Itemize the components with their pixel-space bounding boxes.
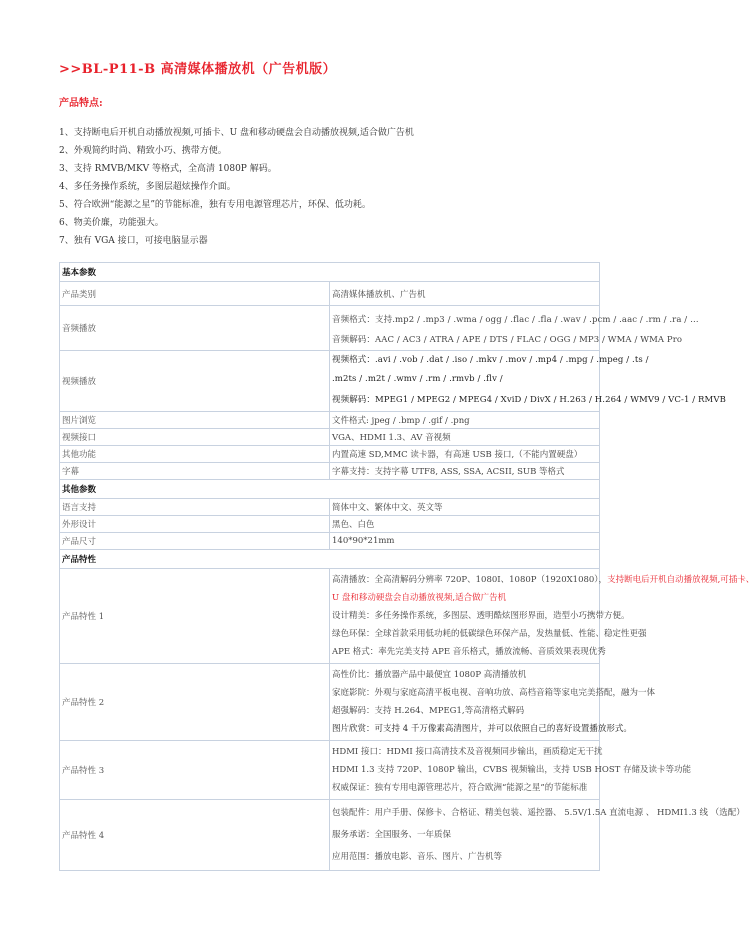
table-row bbox=[60, 463, 600, 480]
row-label: 其他功能 bbox=[60, 446, 330, 463]
feature4-line: 服务承诺：全国服务、一年质保 bbox=[332, 830, 452, 840]
feature1-line2-highlight: U 盘和移动硬盘会自动播放视频,适合做广告机 bbox=[332, 593, 507, 603]
feature1-line3: 设计精美：多任务操作系统，多图层、透明酷炫图形界面，造型小巧携带方便。 bbox=[332, 611, 630, 621]
table-row bbox=[60, 446, 600, 463]
table-row bbox=[60, 550, 600, 569]
features-heading: 产品特点: bbox=[59, 98, 103, 109]
row-value: 140*90*21mm bbox=[330, 533, 600, 550]
feature-item: 3、支持 RMVB/MKV 等格式，全高清 1080P 解码。 bbox=[59, 164, 277, 174]
row-value bbox=[330, 800, 745, 871]
table-row bbox=[60, 429, 600, 446]
row-label: 产品特性 3 bbox=[60, 741, 330, 800]
feature4-line: 应用范围：播放电影、音乐、图片、广告机等 bbox=[332, 852, 503, 862]
section-header-other: 其他参数 bbox=[60, 480, 600, 499]
audio-format-line: 音频格式：支持.mp2 / .mp3 / .wma / ogg / .flac / .fla / .wav / .pcm / .aac / .rm / .ra / … bbox=[332, 315, 699, 325]
video-codec-line: 视频解码：MPEG1 / MPEG2 / MPEG4 / XviD / DivX / H.263 / H.264 / WMV9 / VC-1 / RMVB bbox=[332, 395, 726, 405]
row-label: 外形设计 bbox=[60, 516, 330, 533]
table-row bbox=[60, 263, 600, 282]
row-label: 音频播放 bbox=[60, 306, 330, 351]
section-header-basic: 基本参数 bbox=[60, 263, 600, 282]
row-value: 内置高速 SD,MMC 读卡器，有高速 USB 接口,（不能内置硬盘） bbox=[330, 446, 600, 463]
feature-item: 4、多任务操作系统，多图层超炫操作介面。 bbox=[59, 182, 236, 192]
feature1-line4: 绿色环保：全球首款采用低功耗的低碳绿色环保产品，发热量低、性能、稳定性更强 bbox=[332, 629, 647, 639]
feature1-line1-highlight: 支持断电后开机自动播放视频,可插卡、 bbox=[607, 575, 754, 585]
feature-item: 1、支持断电后开机自动播放视频,可插卡、U 盘和移动硬盘会自动播放视频,适合做广告机 bbox=[59, 128, 414, 138]
row-label: 产品特性 4 bbox=[60, 800, 330, 871]
row-label: 产品尺寸 bbox=[60, 533, 330, 550]
section-header-features: 产品特性 bbox=[60, 550, 600, 569]
spec-table bbox=[59, 262, 754, 871]
row-value: 简体中文、繁体中文、英文等 bbox=[330, 499, 600, 516]
audio-codec-line: 音频解码：AAC / AC3 / ATRA / APE / DTS / FLAC / OGG / MP3 / WMA / WMA Pro bbox=[332, 335, 683, 345]
table-row bbox=[60, 480, 600, 499]
row-label: 视频接口 bbox=[60, 429, 330, 446]
feature2-line: 家庭影院：外观与家庭高清平板电视、音响功放、高档音箱等家电完美搭配，融为一体 bbox=[332, 688, 656, 698]
table-row bbox=[60, 282, 600, 306]
feature-list bbox=[59, 124, 414, 250]
row-value bbox=[330, 741, 692, 800]
feature4-line: 包装配件：用户手册、保修卡、合格证、精美包装、遥控器、 5.5V/1.5A 直流电源 、 HDMI1.3 线 （选配） bbox=[332, 808, 745, 818]
row-value: 黑色、白色 bbox=[330, 516, 600, 533]
row-value bbox=[330, 664, 656, 741]
row-value: 高清媒体播放机、广告机 bbox=[330, 282, 600, 306]
feature2-line: 高性价比：播放器产品中最便宜 1080P 高清播放机 bbox=[332, 670, 527, 680]
table-row bbox=[60, 569, 600, 664]
feature3-line: 权威保证：独有专用电源管理芯片，符合欧洲“能源之星”的节能标准 bbox=[332, 783, 588, 793]
feature3-line: HDMI 接口：HDMI 接口高清技术及音视频同步输出，画质稳定无干扰 bbox=[332, 747, 603, 757]
table-row bbox=[60, 516, 600, 533]
row-label: 产品特性 1 bbox=[60, 569, 330, 664]
row-value: VGA、HDMI 1.3、AV 音视频 bbox=[330, 429, 600, 446]
table-row bbox=[60, 499, 600, 516]
feature-item: 2、外观简约时尚、精致小巧、携带方便。 bbox=[59, 146, 227, 156]
table-row bbox=[60, 412, 600, 429]
feature2-line: 图片欣赏：可支持 4 千万像素高清图片，并可以依照自己的喜好设置播放形式。 bbox=[332, 724, 632, 734]
table-row bbox=[60, 351, 600, 412]
row-label: 产品特性 2 bbox=[60, 664, 330, 741]
table-row bbox=[60, 800, 600, 871]
row-label: 图片浏览 bbox=[60, 412, 330, 429]
row-value: 字幕支持：支持字幕 UTF8, ASS, SSA, ACSII, SUB 等格式 bbox=[330, 463, 600, 480]
table-row bbox=[60, 741, 600, 800]
table-row bbox=[60, 664, 600, 741]
feature-item: 7、独有 VGA 接口，可接电脑显示器 bbox=[59, 236, 208, 246]
row-label: 视频播放 bbox=[60, 351, 330, 412]
page-title: >>BL-P11-B 高清媒体播放机（广告机版） bbox=[59, 62, 337, 77]
video-format-line: 视频格式：.avi / .vob / .dat / .iso / .mkv / .mov / .mp4 / .mpg / .mpeg / .ts / bbox=[332, 355, 649, 365]
row-label: 语言支持 bbox=[60, 499, 330, 516]
row-value bbox=[330, 351, 726, 412]
feature1-line bbox=[332, 571, 754, 589]
table-row bbox=[60, 533, 600, 550]
feature3-line: HDMI 1.3 支持 720P、1080P 输出，CVBS 视频输出，支持 USB HOST 存储及读卡等功能 bbox=[332, 765, 692, 775]
feature2-line: 超强解码：支持 H.264、MPEG1,等高清格式解码 bbox=[332, 706, 525, 716]
feature1-line5: APE 格式：率先完美支持 APE 音乐格式，播放流畅、音质效果表现优秀 bbox=[332, 647, 606, 657]
feature-item: 5、符合欧洲“能源之星”的节能标准，独有专用电源管理芯片，环保、低功耗。 bbox=[59, 200, 371, 210]
feature1-line1-text: 高清播放：全高清解码分辨率 720P、1080I、1080P（1920X1080）， bbox=[332, 575, 608, 585]
row-value bbox=[330, 569, 754, 664]
row-label: 产品类别 bbox=[60, 282, 330, 306]
table-row bbox=[60, 306, 600, 351]
video-format-line-2: .m2ts / .m2t / .wmv / .rm / .rmvb / .flv / bbox=[332, 374, 503, 384]
row-label: 字幕 bbox=[60, 463, 330, 480]
row-value: 文件格式: jpeg / .bmp / .gif / .png bbox=[330, 412, 600, 429]
feature-item: 6、物美价廉，功能强大。 bbox=[59, 218, 164, 228]
row-value bbox=[330, 306, 699, 351]
